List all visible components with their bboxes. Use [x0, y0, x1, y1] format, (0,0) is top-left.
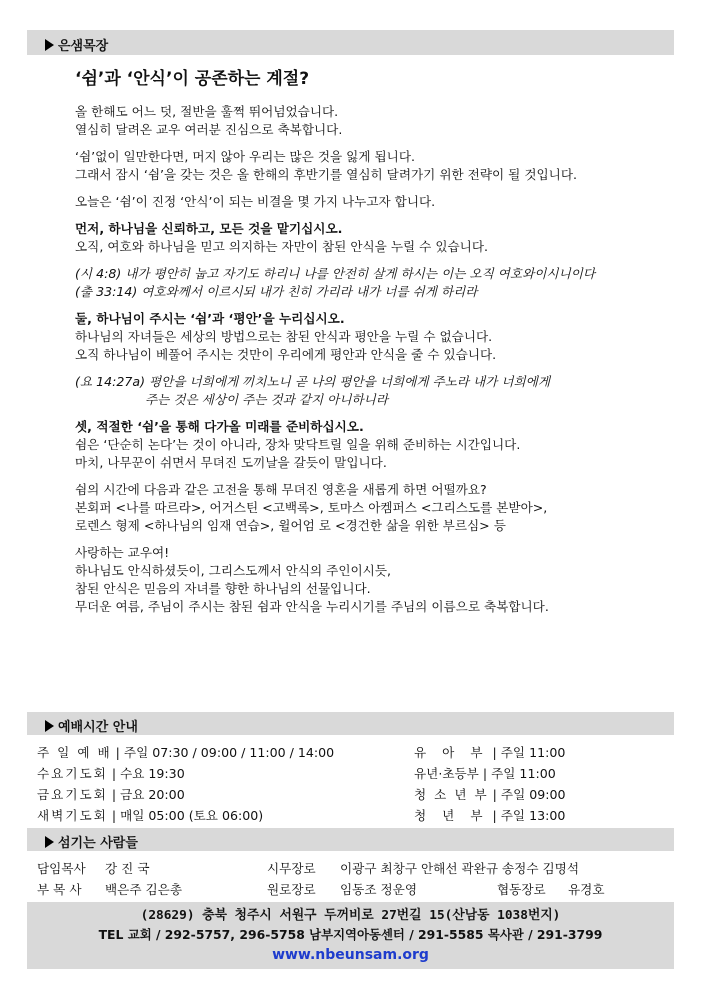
sermon-title: ‘쉼’과 ‘안식’이 공존하는 계절?: [75, 69, 310, 89]
point-heading: 셋, 적절한 ‘쉼’을 통해 다가올 미래를 준비하십시오.: [75, 419, 364, 434]
staff-names: 유경호: [568, 882, 605, 897]
sermon-column: [75, 64, 675, 625]
point-three: [75, 418, 675, 472]
paragraph-blessing: [75, 544, 675, 616]
text-line: 오직, 여호와 하나님을 믿고 의지하는 자만이 참된 안식을 누릴 수 있습니다.: [75, 239, 489, 254]
paragraph-secret: [75, 193, 675, 211]
quote-line: 주는 것은 세상이 주는 것과 같지 아니하니라: [145, 392, 388, 407]
staff-row: [37, 879, 657, 900]
service-time: 주일 07:30 / 09:00 / 11:00 / 14:00: [123, 745, 335, 760]
schedule-row: 수요기도회 | 수요 19:30 유년·초등부 | 주일 11:00: [37, 763, 657, 784]
section-header-staff: [27, 828, 674, 851]
schedule-row: 금요기도회 | 금요 20:00 청 소 년 부 | 주일 09:00: [37, 784, 657, 805]
department-time: 주일 09:00: [500, 787, 566, 802]
service-name: 금요기도회: [37, 787, 108, 802]
quote-line: (시 4:8) 내가 평안히 눕고 자기도 하리니 나를 안전히 살게 하시는 이는 오직 여호와이시니이다: [75, 266, 596, 281]
staff-role: 협동장로: [497, 882, 546, 897]
triangle-bullet-icon: [45, 39, 54, 51]
text-line: 그래서 잠시 ‘쉼’을 갖는 것은 올 한해의 후반기를 열심히 달려가기 위한 전략이 될 것입니다.: [75, 167, 578, 182]
text-line: 본회퍼 <나를 따르라>, 어거스틴 <고백록>, 토마스 아켐퍼스 <그리스도를 본받아>,: [75, 500, 548, 515]
quote-line: (출 33:14) 여호와께서 이르시되 내가 친히 가리라 내가 너를 쉬게 하리라: [75, 284, 478, 299]
text-line: 열심히 달려온 교우 여러분 진심으로 축복합니다.: [75, 122, 343, 137]
service-name: 수요기도회: [37, 766, 108, 781]
scripture-quote-2: [75, 373, 675, 409]
text-line: 쉼은 ‘단순히 논다’는 것이 아니라, 장차 맞닥트릴 일을 위해 준비하는 시간입니다.: [75, 437, 521, 452]
text-line: 참된 안식은 믿음의 자녀를 향한 하나님의 선물입니다.: [75, 581, 371, 596]
worship-schedule: [37, 742, 657, 826]
department-name: 유 아 부: [414, 745, 489, 760]
staff-role: 담임목사: [37, 861, 86, 876]
text-line: 올 한해도 어느 덧, 절반을 훌쩍 뛰어넘었습니다.: [75, 104, 339, 119]
service-time: 금요 20:00: [120, 787, 185, 802]
staff-role: 부 목 사: [37, 882, 82, 897]
staff-names: 임동조 정운영: [340, 882, 417, 897]
staff-list: [37, 858, 657, 900]
point-one: [75, 220, 675, 256]
section-title: 은샘목장: [58, 39, 109, 54]
church-phone: TEL 교회 / 292-5757, 296-5758 남부지역아동센터 / 291-5585 목사관 / 291-3799: [98, 927, 603, 942]
service-time: 수요 19:30: [120, 766, 185, 781]
department-time: 주일 11:00: [500, 745, 566, 760]
text-line: 오늘은 ‘쉼’이 진정 ‘안식’이 되는 비결을 몇 가지 나누고자 합니다.: [75, 194, 436, 209]
scripture-quote-1: [75, 265, 675, 301]
staff-role: 원로장로: [267, 882, 316, 897]
paragraph-intro: [75, 103, 675, 139]
text-line: 하나님도 안식하셨듯이, 그리스도께서 안식의 주인이시듯,: [75, 563, 391, 578]
staff-names: 백은주 김은총: [105, 882, 182, 897]
text-line: 로렌스 형제 <하나님의 임재 연습>, 윌어엄 로 <경건한 삶을 위한 부르심> 등: [75, 518, 506, 533]
service-name: 주 일 예 배: [37, 745, 112, 760]
service-time: 매일 05:00 (토요 06:00): [120, 808, 264, 823]
section-header-sermon: [27, 30, 674, 55]
paragraph-rest: [75, 148, 675, 184]
service-name: 새벽기도회: [37, 808, 108, 823]
staff-role: 시무장로: [267, 861, 316, 876]
church-footer: [27, 902, 674, 969]
text-line: 마치, 나무꾼이 쉬면서 무뎌진 도끼날을 갈듯이 말입니다.: [75, 455, 387, 470]
church-website-link[interactable]: www.nbeunsam.org: [272, 947, 429, 963]
text-line: 쉼의 시간에 다음과 같은 고전을 통해 무뎌진 영혼을 새롭게 하면 어떨까요?: [75, 482, 487, 497]
paragraph-classics: [75, 481, 675, 535]
department-name: 청 소 년 부: [414, 787, 489, 802]
text-line: 사랑하는 교우여!: [75, 545, 170, 560]
text-line: 오직 하나님이 베풀어 주시는 것만이 우리에게 평안과 안식을 줄 수 있습니다.: [75, 347, 497, 362]
text-line: ‘쉼’없이 일만한다면, 머지 않아 우리는 많은 것을 잃게 됩니다.: [75, 149, 416, 164]
staff-names: 이광구 최창구 안해선 곽완규 송정수 김명석: [340, 861, 579, 876]
schedule-row: 주 일 예 배 | 주일 07:30 / 09:00 / 11:00 / 14:00 유 아 부 | 주일 11:00: [37, 742, 657, 763]
department-name: 청 년 부: [414, 808, 489, 823]
department-time: 주일 11:00: [491, 766, 556, 781]
text-line: 무더운 여름, 주님이 주시는 참된 쉼과 안식을 누리시기를 주님의 이름으로 축복합니다.: [75, 599, 549, 614]
point-two: [75, 310, 675, 364]
point-heading: 둘, 하나님이 주시는 ‘쉼’과 ‘평안’을 누리십시오.: [75, 311, 345, 326]
section-title: 섬기는 사람들: [58, 836, 138, 851]
triangle-bullet-icon: [45, 836, 54, 848]
staff-names: 강 진 국: [105, 861, 150, 876]
quote-line: (요 14:27a) 평안을 너희에게 끼치노니 곧 나의 평안을 너희에게 주노라 내가 너희에게: [75, 374, 551, 389]
point-heading: 먼저, 하나님을 신뢰하고, 모든 것을 맡기십시오.: [75, 221, 343, 236]
text-line: 하나님의 자녀들은 세상의 방법으로는 참된 안식과 평안을 누릴 수 없습니다.: [75, 329, 493, 344]
department-name: 유년·초등부: [414, 766, 479, 781]
section-header-schedule: [27, 712, 674, 735]
triangle-bullet-icon: [45, 720, 54, 732]
church-address: (28629) 충북 청주시 서원구 두꺼비로 27번길 15(산남동 1038번지): [140, 908, 561, 923]
section-title: 예배시간 안내: [58, 720, 138, 735]
department-time: 주일 13:00: [500, 808, 566, 823]
staff-row: [37, 858, 657, 879]
schedule-row: 새벽기도회 | 매일 05:00 (토요 06:00) 청 년 부 | 주일 13:00: [37, 805, 657, 826]
